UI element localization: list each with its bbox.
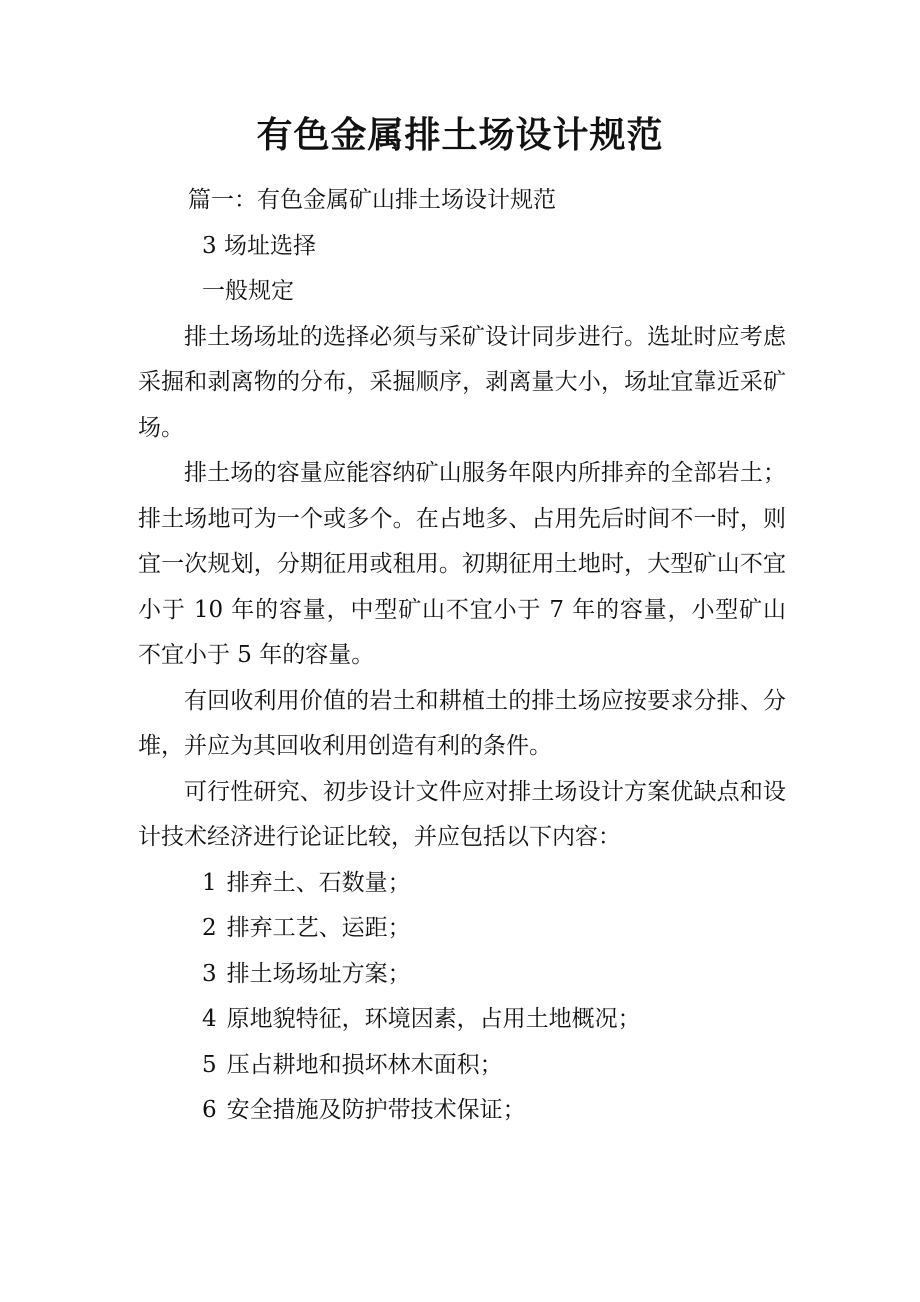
list-item-number: 2 [202, 915, 217, 941]
list-item-number: 4 [202, 1006, 217, 1032]
document-title: 有色金属排土场设计规范 [256, 115, 664, 156]
subsection-heading: 一般规定 [202, 278, 294, 304]
list-item-number: 6 [202, 1097, 217, 1123]
list-item-text: 安全措施及防护带技术保证； [226, 1097, 526, 1123]
paragraph: 有回收利用价值的岩土和耕植土的排土场应按要求分排、分堆，并应为其回收利用创造有利的条件。 [138, 687, 786, 759]
document-body [138, 178, 786, 1134]
list-item-number: 3 [202, 960, 217, 987]
paragraph: 排土场的容量应能容纳矿山服务年限内所排弃的全部岩土；排土场地可为一个或多个。在占地多、占用先后时间不一时，则宜一次规划，分期征用或租用。初期征用土地时，大型矿山不宜小于 10 年的容量，中型矿山不宜小于 7 年的容量，小型矿山不宜小于 5 年的容量。 [138, 460, 786, 668]
list-item-text: 压占耕地和损坏林木面积； [226, 1051, 503, 1078]
list-item-text: 排土场场址方案； [226, 960, 411, 987]
list-item-text: 排弃土、石数量； [226, 869, 411, 896]
list-item [138, 906, 786, 952]
list-item-text: 排弃工艺、运距； [226, 915, 411, 941]
list-item-number: 5 [202, 1051, 217, 1078]
list-item-text: 原地貌特征，环境因素，占用土地概况； [226, 1006, 641, 1032]
document-subtitle: 篇一：有色金属矿山排土场设计规范 [188, 187, 556, 213]
paragraph: 可行性研究、初步设计文件应对排土场设计方案优缺点和设计技术经济进行论证比较，并应包括以下内容： [138, 778, 786, 850]
list-item-number: 1 [202, 869, 217, 896]
section-heading: 3 场址选择 [202, 232, 316, 259]
paragraph: 排土场场址的选择必须与采矿设计同步进行。选址时应考虑采掘和剥离物的分布，采掘顺序，剥离量大小，场址宜靠近采矿场。 [138, 323, 786, 441]
list-item [138, 861, 786, 907]
list-item [138, 1043, 786, 1089]
list-item [138, 952, 786, 998]
list-item [138, 1088, 786, 1134]
list-item [138, 997, 786, 1043]
